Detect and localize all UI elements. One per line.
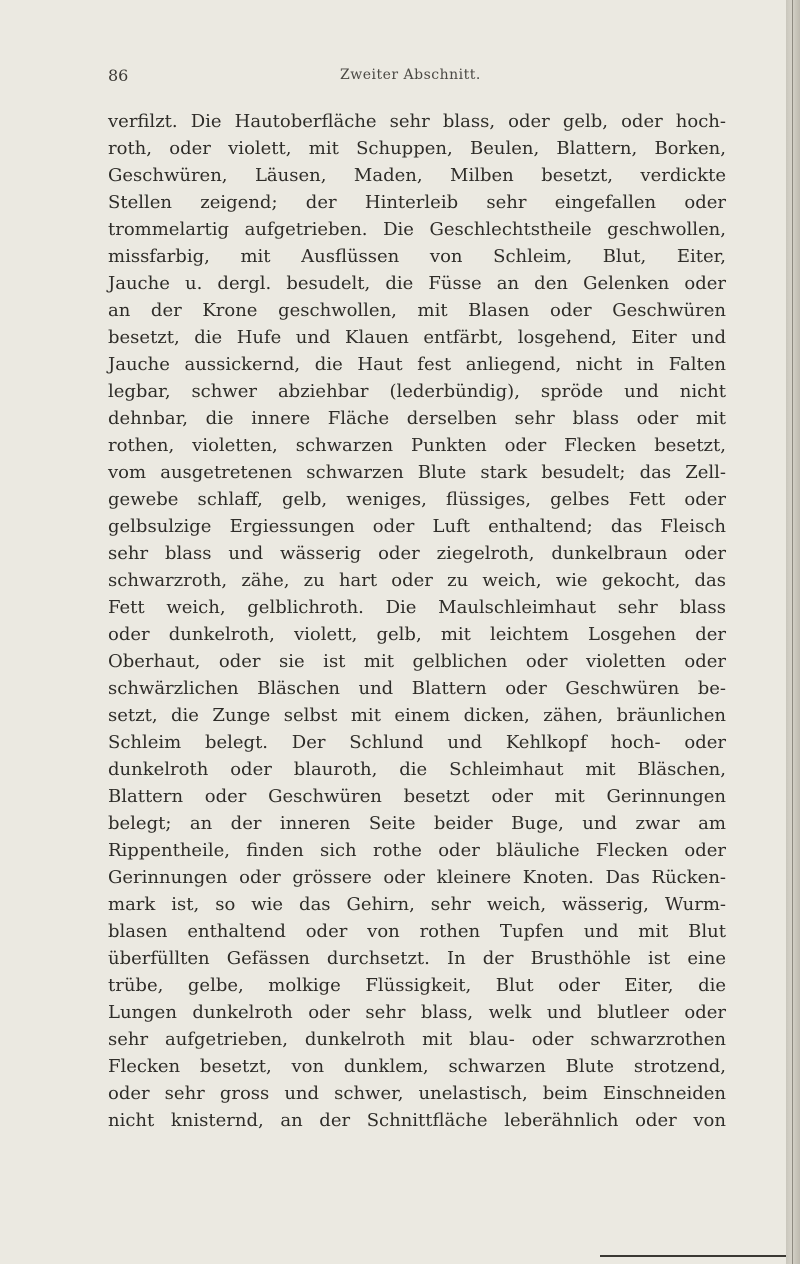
- text-line: Gerinnungen oder grössere oder kleinere Knoten. Das Rücken-: [108, 867, 726, 888]
- text-line: Jauche aussickernd, die Haut fest anliegend, nicht in Falten: [108, 354, 726, 375]
- text-line: Lungen dunkelroth oder sehr blass, welk und blutleer oder: [108, 1002, 726, 1023]
- text-line: sehr aufgetrieben, dunkelroth mit blau- oder schwarzrothen: [108, 1029, 726, 1050]
- text-line: roth, oder violett, mit Schuppen, Beulen, Blattern, Borken,: [108, 138, 726, 159]
- text-line: dehnbar, die innere Fläche derselben sehr blass oder mit: [108, 408, 726, 429]
- text-line: mark ist, so wie das Gehirn, sehr weich, wässerig, Wurm-: [108, 894, 726, 915]
- text-line: legbar, schwer abziehbar (lederbündig), spröde und nicht: [108, 381, 726, 402]
- text-line: schwarzroth, zähe, zu hart oder zu weich, wie gekocht, das: [108, 570, 726, 591]
- text-line: gewebe schlaff, gelb, weniges, flüssiges, gelbes Fett oder: [108, 489, 726, 510]
- page-header: [108, 66, 710, 90]
- text-line: vom ausgetretenen schwarzen Blute stark besudelt; das Zell-: [108, 462, 726, 483]
- text-line: schwärzlichen Bläschen und Blattern oder Geschwüren be-: [108, 678, 726, 699]
- text-line: belegt; an der inneren Seite beider Buge, und zwar am: [108, 813, 726, 834]
- text-line: nicht knisternd, an der Schnittfläche leberähnlich oder von: [108, 1110, 726, 1131]
- text-line: Flecken besetzt, von dunklem, schwarzen Blute strotzend,: [108, 1056, 726, 1077]
- text-line: überfüllten Gefässen durchsetzt. In der Brusthöhle ist eine: [108, 948, 726, 969]
- text-line: Jauche u. dergl. besudelt, die Füsse an den Gelenken oder: [108, 273, 726, 294]
- bottom-edge-line: [600, 1255, 786, 1257]
- page-edge-line: [792, 0, 793, 1264]
- page-number: 86: [108, 66, 129, 85]
- text-line: an der Krone geschwollen, mit Blasen oder Geschwüren: [108, 300, 726, 321]
- text-line: blasen enthaltend oder von rothen Tupfen und mit Blut: [108, 921, 726, 942]
- running-head: Zweiter Abschnitt.: [340, 67, 481, 83]
- text-line: besetzt, die Hufe und Klauen entfärbt, losgehend, Eiter und: [108, 327, 726, 348]
- text-line: Rippentheile, finden sich rothe oder bläuliche Flecken oder: [108, 840, 726, 861]
- text-line: Blattern oder Geschwüren besetzt oder mit Gerinnungen: [108, 786, 726, 807]
- text-line: Oberhaut, oder sie ist mit gelblichen oder violetten oder: [108, 651, 726, 672]
- text-line: trübe, gelbe, molkige Flüssigkeit, Blut oder Eiter, die: [108, 975, 726, 996]
- text-line: Geschwüren, Läusen, Maden, Milben besetzt, verdickte: [108, 165, 726, 186]
- text-line: Fett weich, gelblichroth. Die Maulschleimhaut sehr blass: [108, 597, 726, 618]
- text-line: oder dunkelroth, violett, gelb, mit leichtem Losgehen der: [108, 624, 726, 645]
- body-text: [108, 108, 726, 1134]
- text-line: trommelartig aufgetrieben. Die Geschlechtstheile geschwollen,: [108, 219, 726, 240]
- page-edge: [786, 0, 800, 1264]
- text-line: gelbsulzige Ergiessungen oder Luft enthaltend; das Fleisch: [108, 516, 726, 537]
- text-line: missfarbig, mit Ausflüssen von Schleim, Blut, Eiter,: [108, 246, 726, 267]
- text-line: sehr blass und wässerig oder ziegelroth, dunkelbraun oder: [108, 543, 726, 564]
- text-line: Schleim belegt. Der Schlund und Kehlkopf hoch- oder: [108, 732, 726, 753]
- text-line: dunkelroth oder blauroth, die Schleimhaut mit Bläschen,: [108, 759, 726, 780]
- text-line: rothen, violetten, schwarzen Punkten oder Flecken besetzt,: [108, 435, 726, 456]
- text-line: verfilzt. Die Hautoberfläche sehr blass, oder gelb, oder hoch-: [108, 111, 726, 132]
- text-line: oder sehr gross und schwer, unelastisch, beim Einschneiden: [108, 1083, 726, 1104]
- text-line: Stellen zeigend; der Hinterleib sehr eingefallen oder: [108, 192, 726, 213]
- text-line: setzt, die Zunge selbst mit einem dicken, zähen, bräunlichen: [108, 705, 726, 726]
